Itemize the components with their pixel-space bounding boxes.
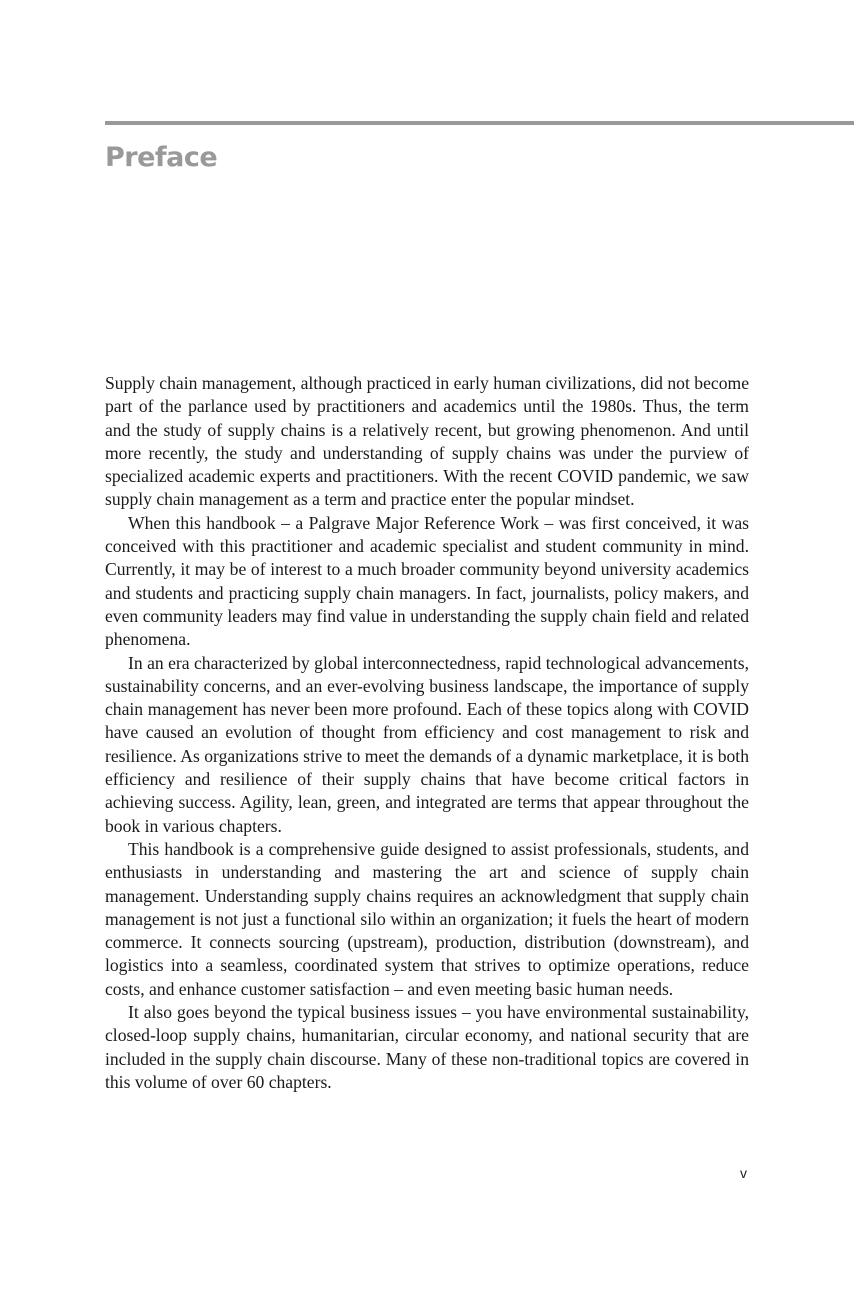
header-rule [105, 121, 854, 125]
paragraph: Supply chain management, although practiced in early human civilizations, did not become part of the parlance used by practitioners and academics until the 1980s. Thus, the term and the study of supply chains is a relatively recent, but growing phenomenon. And until more recently, the study and understanding of supply chains was under the purview of specialized academic experts and practitioners. With the recent COVID pandemic, we saw supply chain management as a term and practice enter the popular mindset. [105, 373, 749, 510]
paragraph: This handbook is a comprehensive guide designed to assist professionals, students, and enthusiasts in understanding and mastering the art and science of supply chain management. Understanding supply chains requires an acknowledgment that supply chain management is not just a functional silo within an organization; it fuels the heart of modern commerce. It connects sourcing (upstream), production, distribution (downstream), and logistics into a seamless, coordinated system that strives to optimize operations, reduce costs, and enhance customer satisfaction – and even meeting basic human needs. [105, 838, 749, 999]
paragraph: When this handbook – a Palgrave Major Reference Work – was first conceived, it was conceived with this practitioner and academic specialist and student community in mind. Currently, it may be of interest to a much broader community beyond university academics and students and practicing supply chain managers. In fact, journalists, policy makers, and even community leaders may find value in understanding the supply chain field and related phenomena. [105, 512, 749, 650]
page-title: Preface [105, 142, 218, 173]
paragraph: In an era characterized by global interconnectedness, rapid technological advancements, sustainability concerns, and an ever-evolving business landscape, the importance of supply chain management has never been more profound. Each of these topics along with COVID have caused an evolution of thought from efficiency and cost management to risk and resilience. As organizations strive to meet the demands of a dynamic marketplace, it is both efficiency and resilience of their supply chains that have become critical factors in achieving success. Agility, lean, green, and integrated are terms that appear throughout the book in various chapters. [105, 652, 749, 836]
preface-body [105, 372, 749, 1094]
paragraph: It also goes beyond the typical business issues – you have environmental sustainability, closed-loop supply chains, humanitarian, circular economy, and national security that are included in the supply chain discourse. Many of these non-traditional topics are covered in this volume of over 60 chapters. [105, 1002, 749, 1092]
page-number: v [740, 1165, 747, 1181]
